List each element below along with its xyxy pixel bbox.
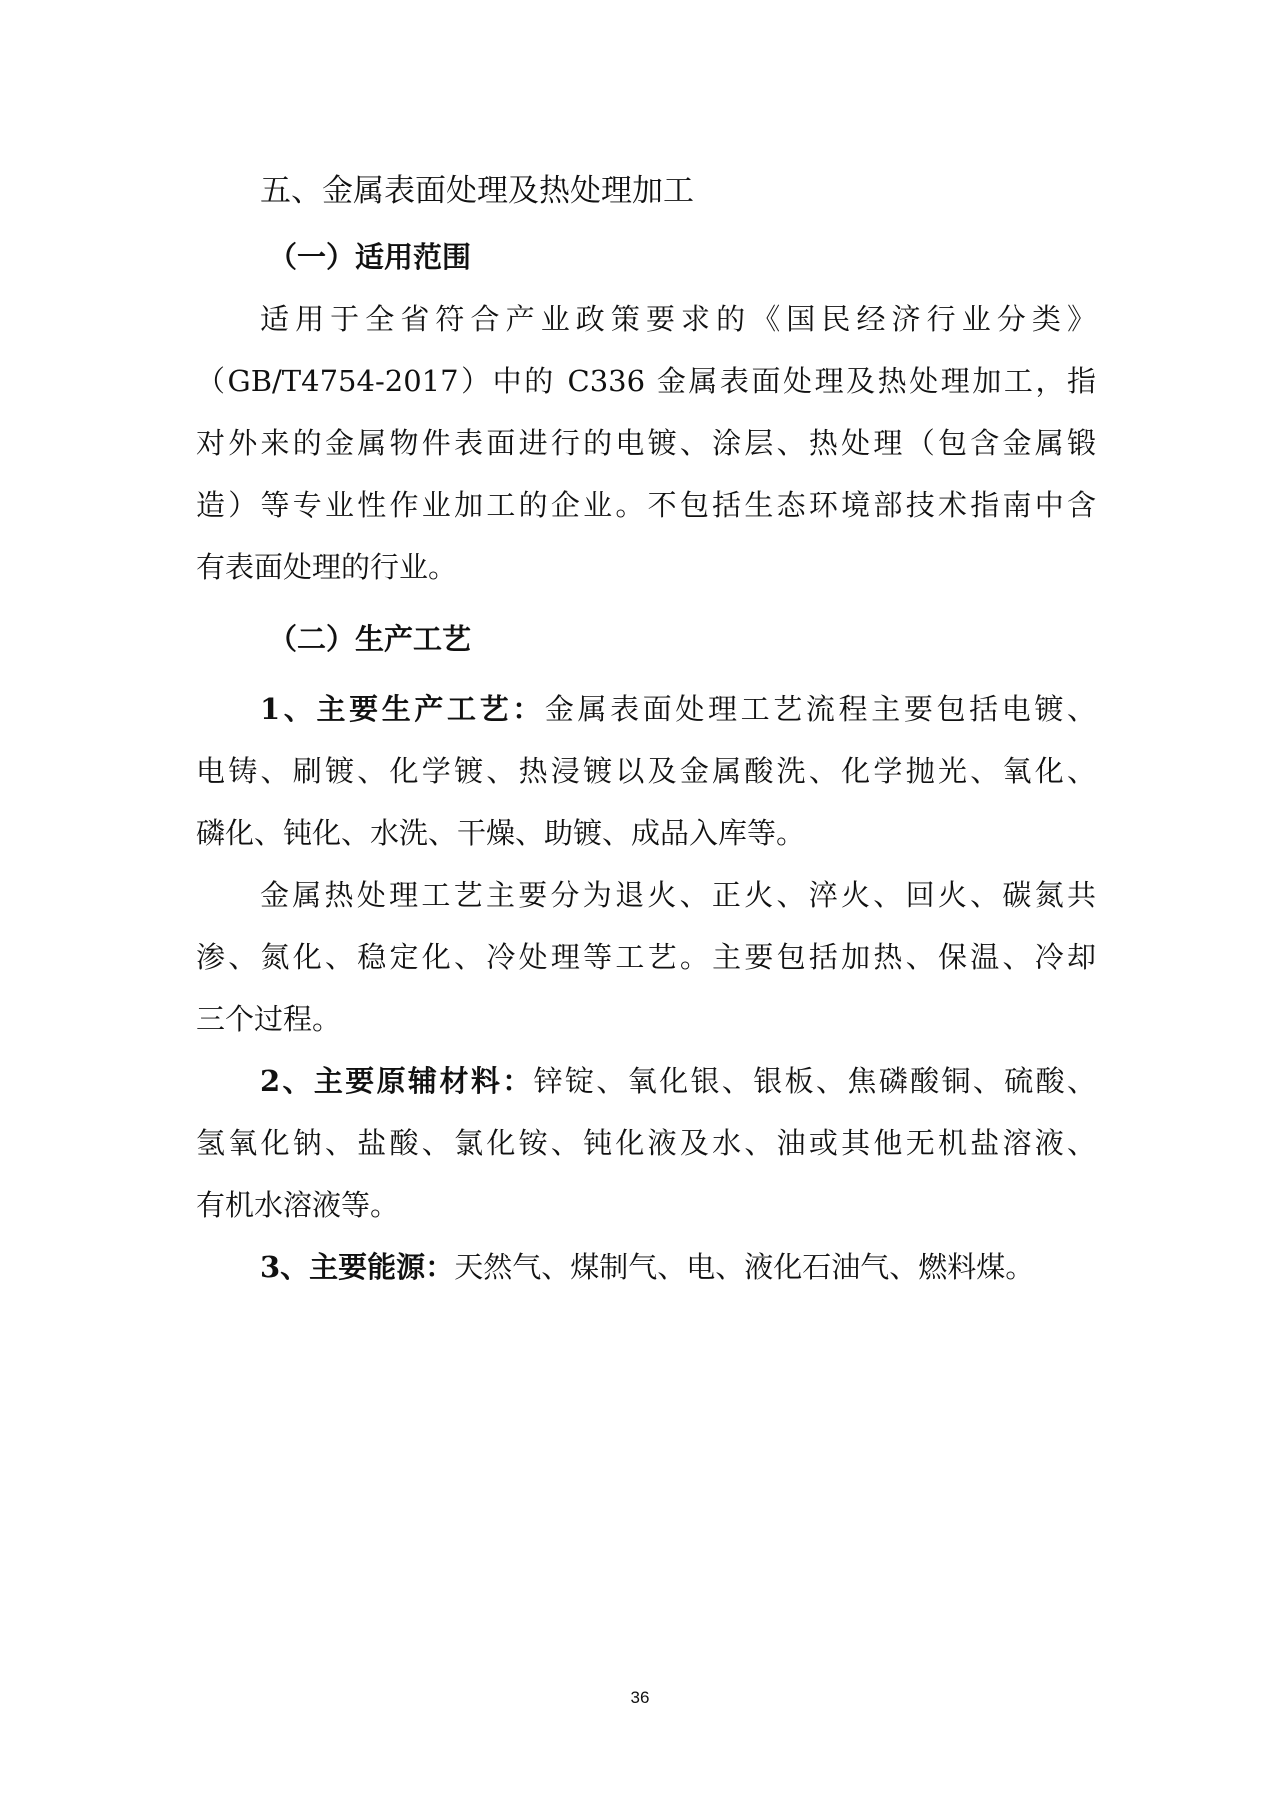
process-item-3-line (196, 1236, 1096, 1298)
process-item-2-line: 有机水溶液等。 (196, 1188, 400, 1222)
page-number: 36 (630, 1688, 650, 1707)
scope-line: 对外来的金属物件表面进行的电镀、涂层、热处理（包含金属锻 (196, 426, 1096, 460)
process-item-2-text: 锌锭、氧化银、银板、焦磷酸铜、硫酸、 (533, 1064, 1096, 1098)
process-item-2-line: 氢氧化钠、盐酸、氯化铵、钝化液及水、油或其他无机盐溶液、 (196, 1126, 1096, 1160)
process-item-2 (196, 1050, 1096, 1236)
process-item-1-label: 1、主要生产工艺： (260, 692, 545, 726)
scope-heading: （一）适用范围 (268, 240, 472, 274)
heat-treatment-line: 三个过程。 (196, 1002, 342, 1036)
process-item-1-line (196, 678, 1096, 740)
process-item-2-line (196, 1050, 1096, 1112)
process-item-3 (196, 1236, 1096, 1298)
process-item-3-label: 3、主要能源： (260, 1250, 455, 1284)
scope-line: 适用于全省符合产业政策要求的《国民经济行业分类》 (260, 302, 1096, 336)
scope-line: 造）等专业性作业加工的企业。不包括生态环境部技术指南中含 (196, 488, 1096, 522)
scope-line: 有表面处理的行业。 (196, 550, 458, 584)
scope-paragraph (196, 288, 1096, 598)
process-item-1-text: 金属表面处理工艺流程主要包括电镀、 (544, 692, 1096, 726)
scope-line: （GB/T4754-2017）中的 C336 金属表面处理及热处理加工，指 (196, 364, 1096, 398)
process-item-2-label: 2、主要原辅材料： (260, 1064, 534, 1098)
process-item-3-text: 天然气、煤制气、电、液化石油气、燃料煤。 (454, 1250, 1035, 1284)
page-content (196, 160, 1096, 1298)
heat-treatment-line: 渗、氮化、稳定化、冷处理等工艺。主要包括加热、保温、冷却 (196, 940, 1096, 974)
process-item-1-line: 电铸、刷镀、化学镀、热浸镀以及金属酸洗、化学抛光、氧化、 (196, 754, 1096, 788)
process-item-1-line: 磷化、钝化、水洗、干燥、助镀、成品入库等。 (196, 816, 806, 850)
heat-treatment-line: 金属热处理工艺主要分为退火、正火、淬火、回火、碳氮共 (260, 878, 1096, 912)
process-item-1 (196, 678, 1096, 864)
process-heading: （二）生产工艺 (268, 622, 472, 656)
heat-treatment-paragraph (196, 864, 1096, 1050)
section-title: 五、金属表面处理及热处理加工 (260, 173, 694, 209)
